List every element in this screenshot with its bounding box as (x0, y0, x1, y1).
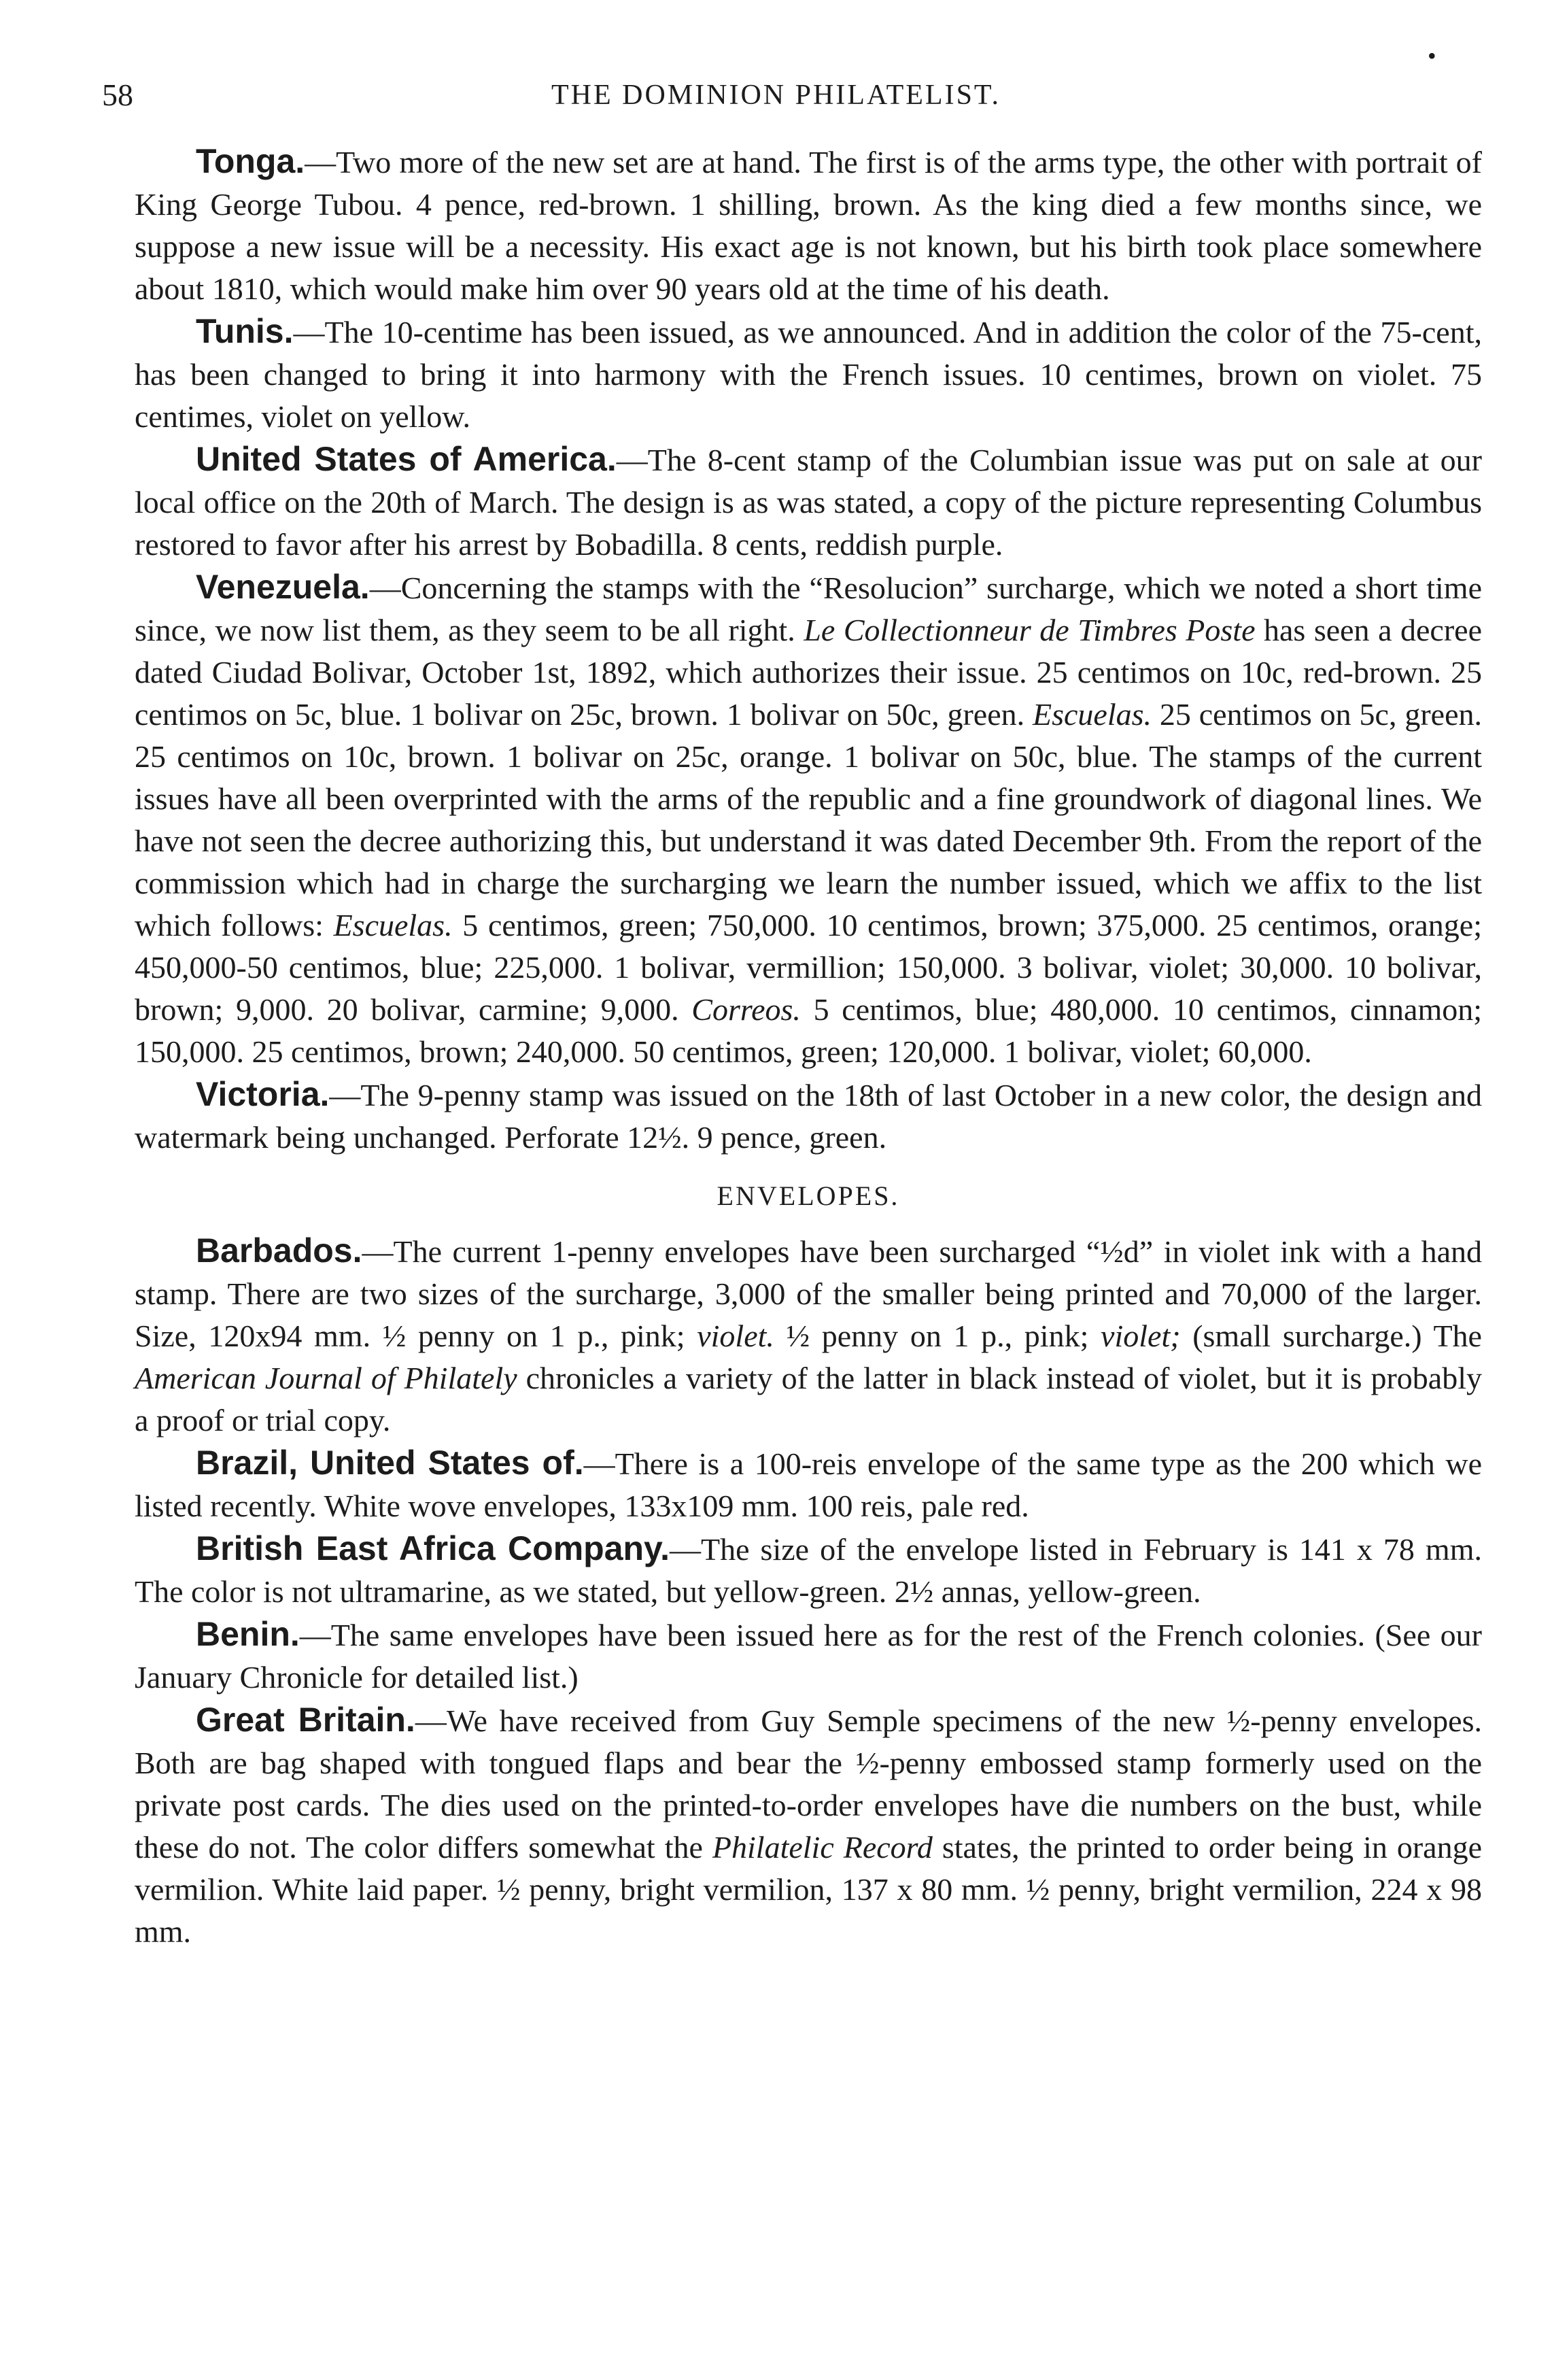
section-heading-envelopes: ENVELOPES. (717, 1180, 900, 1211)
country-name: British East Africa Company. (196, 1529, 670, 1567)
entry-text: —We have received from Guy Semple specimens of the new ½-penny envelopes. Both are bag shaped with tongued flaps and bear the ½-penny embossed stamp formerly used on the private post cards. The dies used on the printed-to-order envelopes have die numbers on the bust, while these do not. The color differs somewhat the (135, 1703, 1482, 1865)
country-name: Brazil, United States of. (196, 1444, 584, 1482)
entry-text: —The 10-centime has been issued, as we announced. And in addition the color of the 75-cent, has been changed to bring it into harmony with the French issues. 10 centimes, brown on violet. 75 centimes, violet on yellow. (135, 315, 1482, 434)
running-title: THE DOMINION PHILATELIST. (551, 80, 1001, 111)
entry-barbados (135, 1229, 1482, 1442)
entry-united-states (135, 438, 1482, 566)
entry-tunis (135, 310, 1482, 438)
issue-label: Escuelas. (333, 908, 453, 942)
country-name: Benin. (196, 1615, 300, 1653)
country-name: Barbados. (196, 1231, 362, 1270)
country-name: United States of America. (196, 440, 617, 478)
entry-benin (135, 1613, 1482, 1699)
publication-title: Le Collectionneur de Timbres Poste (804, 613, 1256, 647)
entry-text: ½ penny on 1 p., pink; (774, 1319, 1101, 1353)
corner-mark: • (1428, 42, 1436, 69)
entry-venezuela (135, 566, 1482, 1073)
running-head (0, 68, 1552, 122)
publication-title: American Journal of Philately (135, 1361, 517, 1395)
entry-british-east-africa (135, 1527, 1482, 1613)
entry-brazil (135, 1442, 1482, 1527)
entry-text: (small surcharge.) The (1180, 1319, 1482, 1353)
country-name: Great Britain. (196, 1701, 415, 1739)
publication-title: Philatelic Record (712, 1830, 933, 1865)
entry-text: —The 8-cent stamp of the Columbian issue was put on sale at our local office on the 20th of March. The design is as was stated, a copy of the picture representing Columbus restored to favor after his arrest by Bobadilla. 8 cents, reddish purple. (135, 443, 1482, 562)
country-name: Venezuela. (196, 568, 370, 606)
entry-great-britain (135, 1699, 1482, 1953)
country-name: Tonga. (196, 142, 305, 180)
entry-text: 25 centimos on 5c, green. 25 centimos on 10c, brown. 1 bolivar on 25c, orange. 1 bolivar on 50c, blue. The stamps of the current issues have all been overprinted with the arms of the republic and a fine groundwork of diagonal lines. We have not seen the decree authorizing this, but understand it was dated December 9th. From the report of the commission which had in charge the surcharging we learn the number issued, which we affix to the list which follows: (135, 697, 1482, 942)
entry-text: chronicles a variety of the latter in black instead of violet, but it is probably a proof or trial copy. (135, 1361, 1482, 1438)
issue-label: Escuelas. (1032, 697, 1152, 732)
entry-text: —There is a 100-reis envelope of the same type as the 200 which we listed recently. White wove envelopes, 133x109 mm. 100 reis, pale red. (135, 1446, 1482, 1523)
entry-text: —The 9-penny stamp was issued on the 18th of last October in a new color, the design and watermark being unchanged. Perforate 12½. 9 pence, green. (135, 1078, 1482, 1155)
entry-text: states, the printed to order being in orange vermilion. White laid paper. ½ penny, bright vermilion, 137 x 80 mm. ½ penny, bright vermilion, 224 x 98 mm. (135, 1830, 1482, 1949)
entry-tonga (135, 140, 1482, 310)
entry-text: 5 centimos, green; 750,000. 10 centimos, brown; 375,000. 25 centimos, orange; 450,000-50 centimos, blue; 225,000. 1 bolivar, vermillion; 150,000. 3 bolivar, violet; 30,000. 10 bolivar, brown; 9,000. 20 bolivar, carmine; 9,000. (135, 908, 1482, 1027)
entry-text: has seen a decree dated Ciudad Bolivar, October 1st, 1892, which authorizes their issue. 25 centimos on 10c, red-brown. 25 centimos on 5c, blue. 1 bolivar on 25c, brown. 1 bolivar on 50c, green. (135, 613, 1482, 732)
issue-label: Correos. (691, 992, 801, 1027)
color-label: violet. (697, 1319, 774, 1353)
entry-text: —The current 1-penny envelopes have been surcharged “½d” in violet ink with a hand stamp. There are two sizes of the surcharge, 3,000 of the smaller being printed and 70,000 of the larger. Size, 120x94 mm. ½ penny on 1 p., pink; (135, 1234, 1482, 1353)
entry-victoria (135, 1073, 1482, 1159)
entry-text: —The same envelopes have been issued here as for the rest of the French colonies. (See our January Chronicle for detailed list.) (135, 1618, 1482, 1695)
entry-text: —Concerning the stamps with the “Resolucion” surcharge, which we noted a short time since, we now list them, as they seem to be all right. (135, 571, 1482, 647)
entry-text: 5 centimos, blue; 480,000. 10 centimos, cinnamon; 150,000. 25 centimos, brown; 240,000. 50 centimos, green; 120,000. 1 bolivar, violet; 60,000. (135, 992, 1482, 1069)
page-number: 58 (102, 78, 133, 112)
entry-text: —The size of the envelope listed in February is 141 x 78 mm. The color is not ultramarine, as we stated, but yellow-green. 2½ annas, yellow-green. (135, 1532, 1482, 1609)
country-name: Victoria. (196, 1075, 330, 1113)
color-label: violet; (1101, 1319, 1181, 1353)
article-body (135, 140, 1482, 1953)
country-name: Tunis. (196, 312, 294, 350)
entry-text: —Two more of the new set are at hand. The first is of the arms type, the other with portrait of King George Tubou. 4 pence, red-brown. 1 shilling, brown. As the king died a few months since, we suppose a new issue will be a necessity. His exact age is not known, but his birth took place somewhere about 1810, which would make him over 90 years old at the time of his death. (135, 145, 1482, 306)
